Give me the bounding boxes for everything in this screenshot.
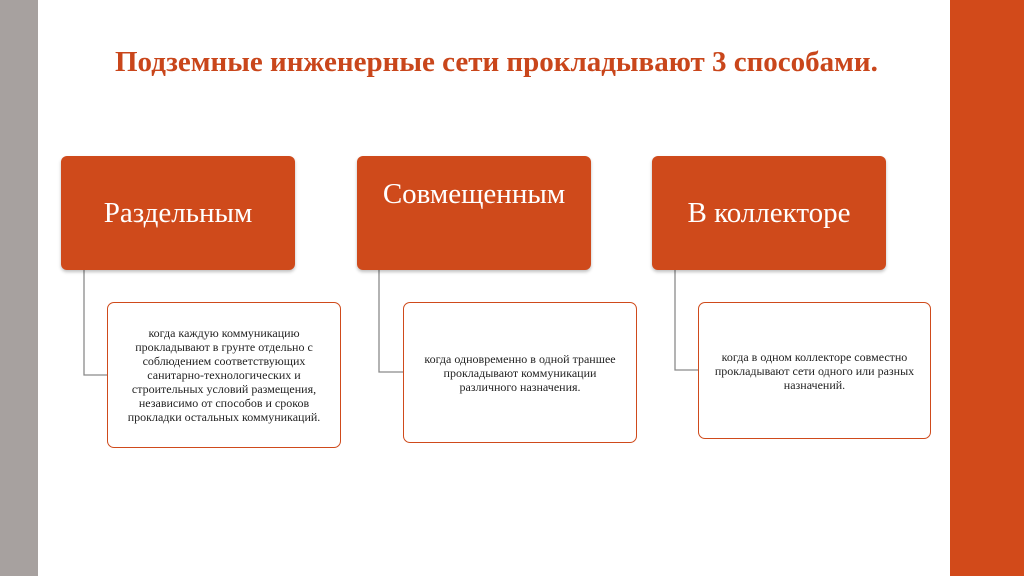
connector-line-collector [675, 270, 698, 370]
description-box-separate: когда каждую коммуникацию прокладывают в грунте отдельно с соблюдением соответствующих санитарно-технологических и строительных условий размещения, независимо от способов и сроков прокладки остальных коммуникаций. [107, 302, 341, 448]
connector-line-combined [379, 270, 403, 372]
description-box-collector: когда в одном коллекторе совместно прокладывают сети одного или разных назначений. [698, 302, 931, 439]
method-box-collector: В коллекторе [652, 156, 886, 270]
slide-title: Подземные инженерные сети прокладывают 3 способами. [115, 46, 878, 78]
description-box-combined: когда одновременно в одной траншее прокладывают коммуникации различного назначения. [403, 302, 637, 443]
method-box-combined: Совмещенным [357, 156, 591, 270]
connector-line-separate [84, 270, 107, 375]
method-box-separate: Раздельным [61, 156, 295, 270]
